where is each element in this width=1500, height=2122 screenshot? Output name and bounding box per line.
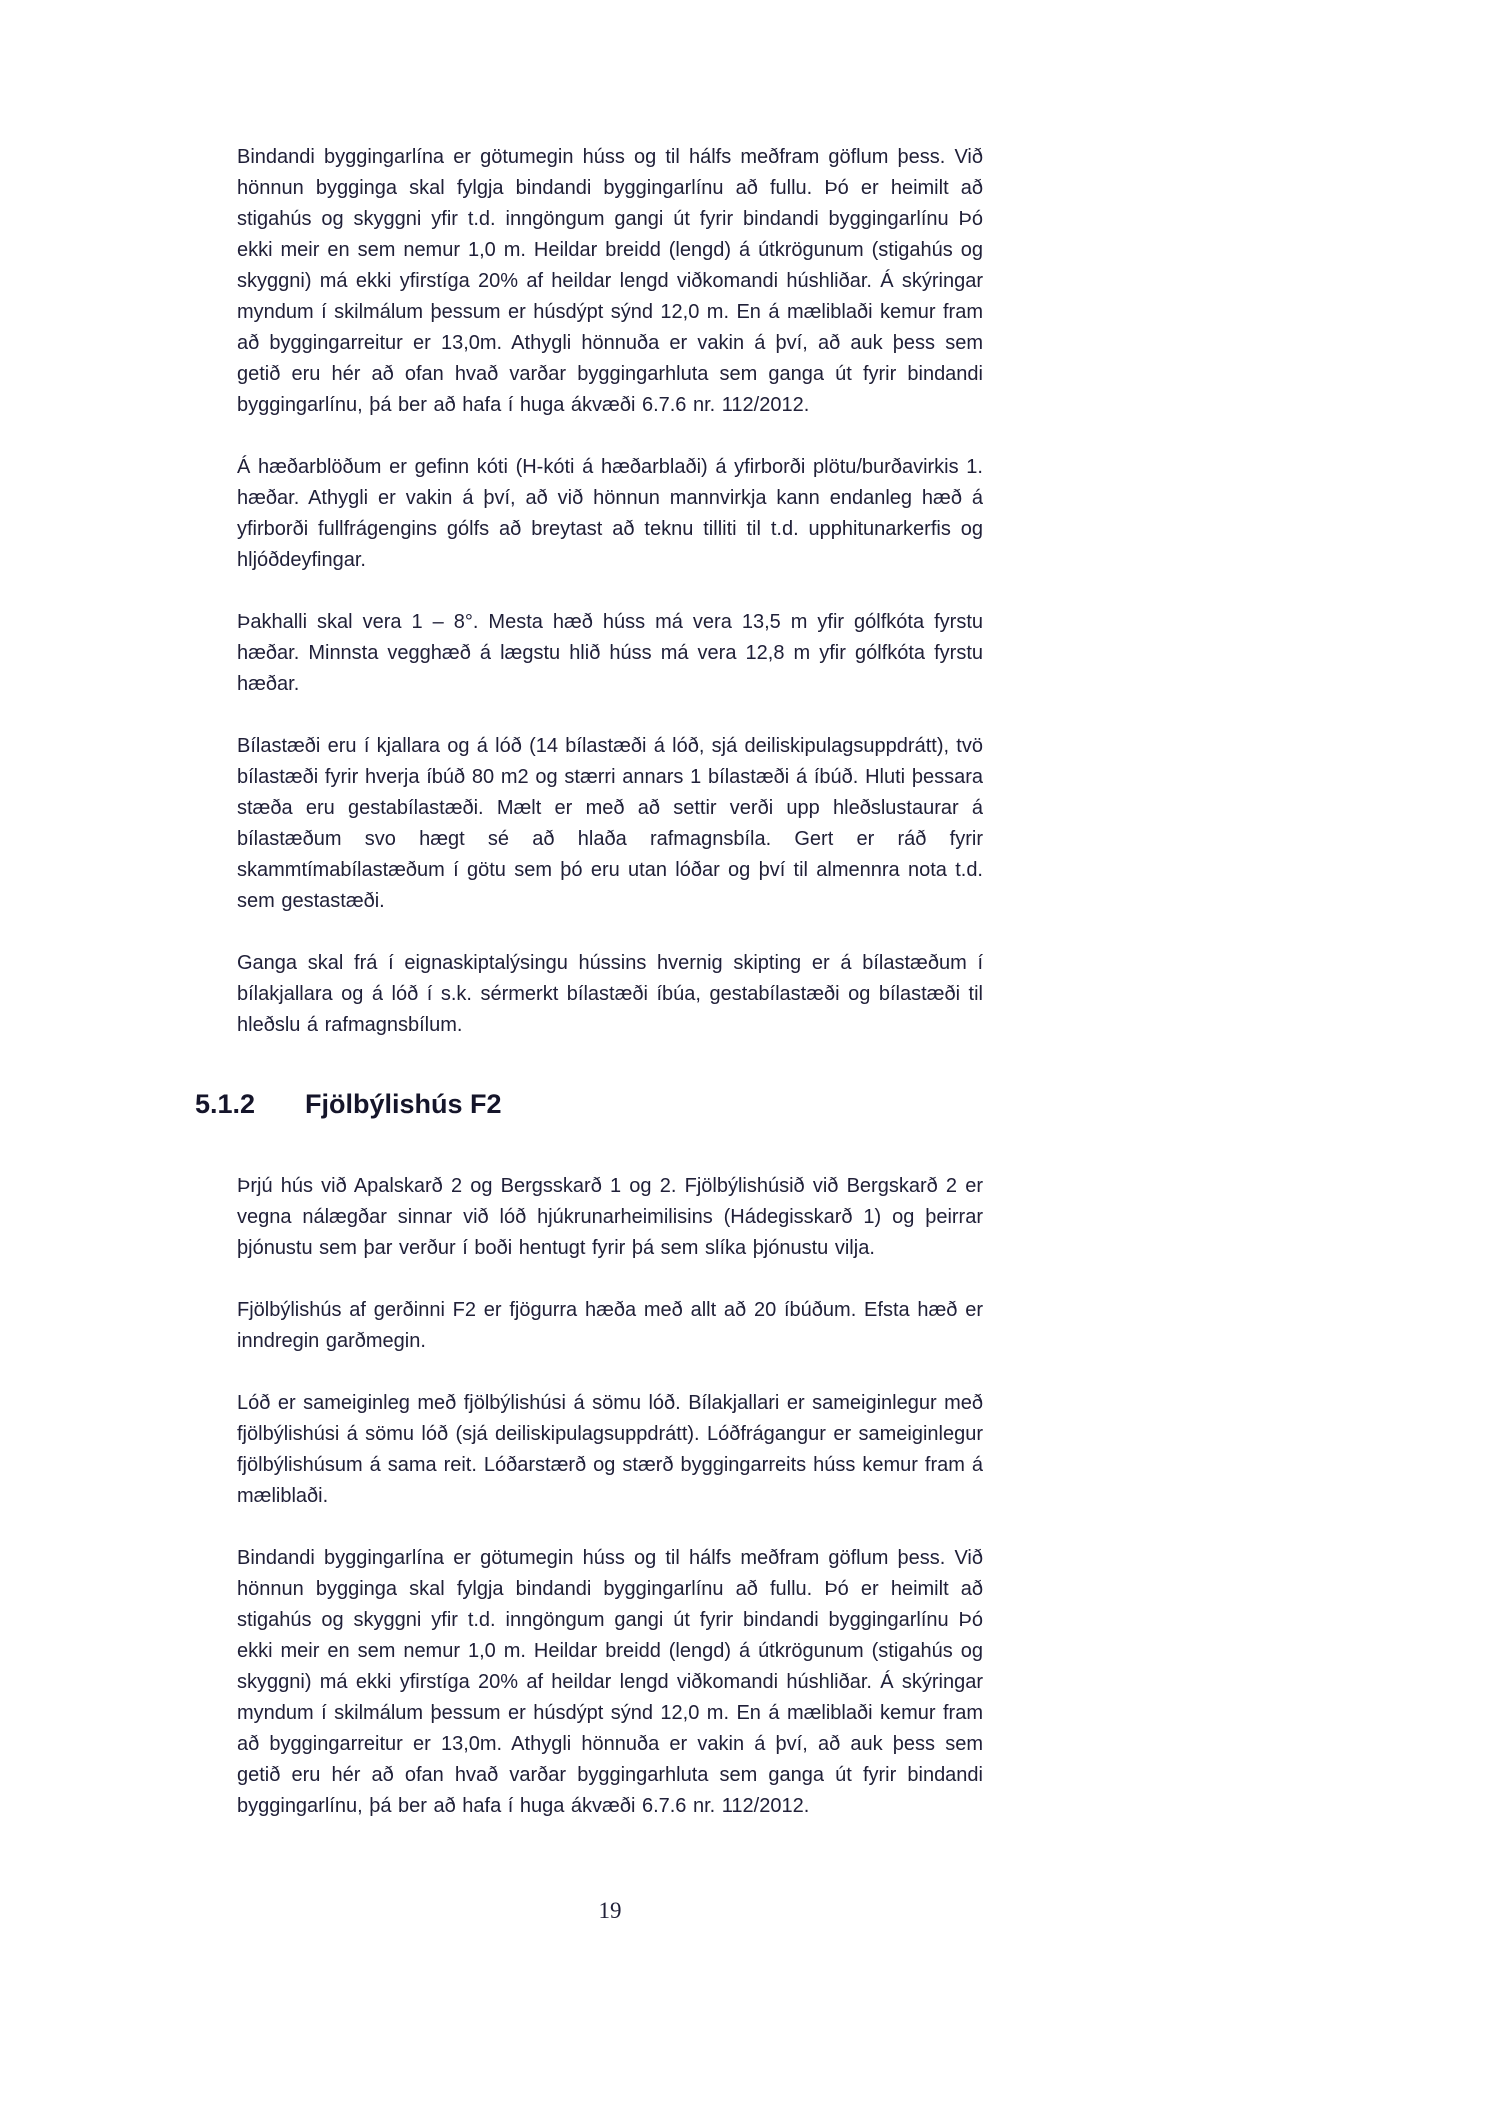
section-heading	[195, 1087, 983, 1121]
paragraph: Ganga skal frá í eignaskiptalýsingu hússins hvernig skipting er á bílastæðum í bílakjallara og á lóð í s.k. sérmerkt bílastæði íbúa, gestabílastæði og bílastæði til hleðslu á rafmagnsbílum.	[237, 952, 983, 1036]
paragraph: Þakhalli skal vera 1 – 8°. Mesta hæð húss má vera 13,5 m yfir gólfkóta fyrstu hæðar. Minnsta vegghæð á lægstu hlið húss má vera 12,8 m yfir gólfkóta fyrstu hæðar.	[237, 611, 983, 695]
paragraph: Bílastæði eru í kjallara og á lóð (14 bílastæði á lóð, sjá deiliskipulagsuppdrátt), tvö bílastæði fyrir hverja íbúð 80 m2 og stærri annars 1 bílastæði á íbúð. Hluti þessara stæða eru gestabílastæði. Mælt er með að settir verði upp hleðslustaurar á bílastæðum svo hægt sé að hlaða rafmagnsbíla. Gert er ráð fyrir skammtímabílastæðum í götu sem þó eru utan lóðar og því til almennra nota t.d. sem gestastæði.	[237, 735, 983, 912]
paragraph: Lóð er sameiginleg með fjölbýlishúsi á sömu lóð. Bílakjallari er sameiginlegur með fjölbýlishúsi á sömu lóð (sjá deiliskipulagsuppdrátt). Lóðfrágangur er sameiginlegur fjölbýlishúsum á sama reit. Lóðarstærð og stærð byggingarreits húss kemur fram á mæliblaði.	[237, 1392, 983, 1507]
paragraph: Bindandi byggingarlína er götumegin húss og til hálfs meðfram göflum þess. Við hönnun bygginga skal fylgja bindandi byggingarlínu að fullu. Þó er heimilt að stigahús og skyggni yfir t.d. inngöngum gangi út fyrir bindandi byggingarlínu Þó ekki meir en sem nemur 1,0 m. Heildar breidd (lengd) á útkrögunum (stigahús og skyggni) má ekki yfirstíga 20% af heildar lengd viðkomandi húshliðar. Á skýringar myndum í skilmálum þessum er húsdýpt sýnd 12,0 m. En á mæliblaði kemur fram að byggingarreitur er 13,0m. Athygli hönnuða er vakin á því, að auk þess sem getið eru hér að ofan hvað varðar byggingarhluta sem ganga út fyrir bindandi byggingarlínu, þá ber að hafa í huga ákvæði 6.7.6 nr. 112/2012.	[237, 1547, 983, 1817]
paragraph: Á hæðarblöðum er gefinn kóti (H-kóti á hæðarblaði) á yfirborði plötu/burðavirkis 1. hæðar. Athygli er vakin á því, að við hönnun mannvirkja kann endanleg hæð á yfirborði fullfrágengins gólfs að breytast að teknu tilliti til t.d. upphitunarkerfis og hljóðdeyfingar.	[237, 456, 983, 571]
section-number: 5.1.2	[195, 1089, 256, 1119]
paragraph: Þrjú hús við Apalskarð 2 og Bergsskarð 1 og 2. Fjölbýlishúsið við Bergskarð 2 er vegna nálægðar sinnar við lóð hjúkrunarheimilisins (Hádegisskarð 1) og þeirrar þjónustu sem þar verður í boði hentugt fyrir þá sem slíka þjónustu vilja.	[237, 1175, 983, 1259]
paragraph: Bindandi byggingarlína er götumegin húss og til hálfs meðfram göflum þess. Við hönnun bygginga skal fylgja bindandi byggingarlínu að fullu. Þó er heimilt að stigahús og skyggni yfir t.d. inngöngum gangi út fyrir bindandi byggingarlínu Þó ekki meir en sem nemur 1,0 m. Heildar breidd (lengd) á útkrögunum (stigahús og skyggni) má ekki yfirstíga 20% af heildar lengd viðkomandi húshliðar. Á skýringar myndum í skilmálum þessum er húsdýpt sýnd 12,0 m. En á mæliblaði kemur fram að byggingarreitur er 13,0m. Athygli hönnuða er vakin á því, að auk þess sem getið eru hér að ofan hvað varðar byggingarhluta sem ganga út fyrir bindandi byggingarlínu, þá ber að hafa í huga ákvæði 6.7.6 nr. 112/2012.	[237, 146, 983, 416]
page-number: 19	[598, 1898, 622, 1923]
paragraph: Fjölbýlishús af gerðinni F2 er fjögurra hæða með allt að 20 íbúðum. Efsta hæð er inndregin garðmegin.	[237, 1299, 983, 1352]
document-body	[195, 142, 983, 1853]
section-title: Fjölbýlishús F2	[305, 1089, 502, 1119]
